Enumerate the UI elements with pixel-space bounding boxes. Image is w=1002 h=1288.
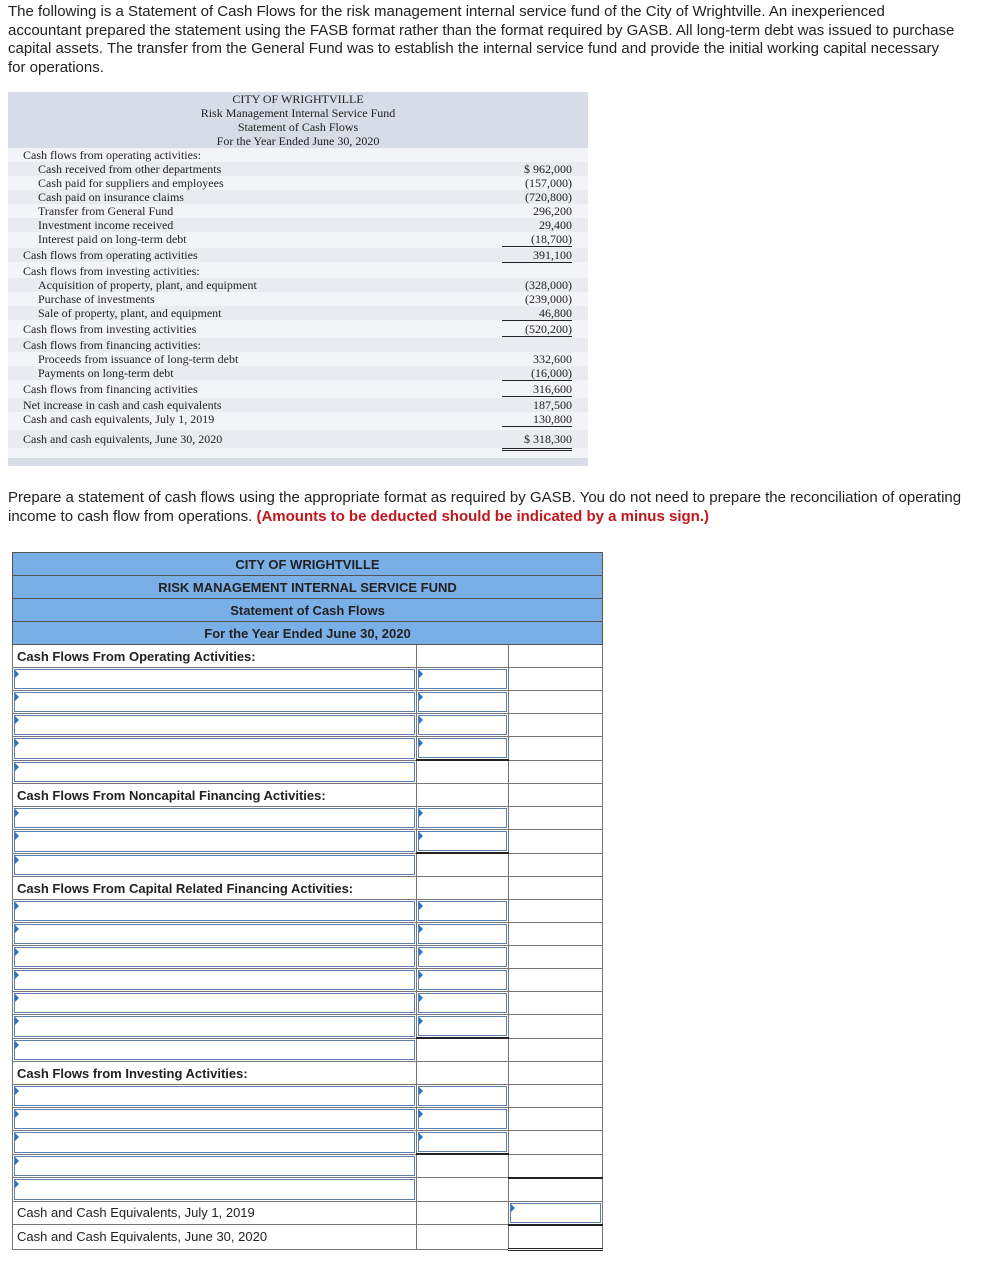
worksheet-period: For the Year Ended June 30, 2020 <box>13 622 603 645</box>
investing-description-input[interactable] <box>14 1132 415 1153</box>
fasb-line-amount: $ 962,000 <box>524 162 572 176</box>
operating-row <box>13 691 603 714</box>
fasb-line-label: Investment income received <box>38 218 174 232</box>
noncapital-description-input[interactable] <box>14 808 415 828</box>
noncapital-row <box>13 807 603 830</box>
cash-end-amount[interactable] <box>509 1225 603 1250</box>
gasb-worksheet-table <box>12 552 603 1251</box>
worksheet-title: CITY OF WRIGHTVILLE <box>13 553 603 576</box>
capital-row <box>13 1015 603 1039</box>
capital-row <box>13 900 603 923</box>
fasb-line-amount: 187,500 <box>533 398 572 412</box>
capital-description-input[interactable] <box>14 924 415 944</box>
fasb-line-amount: 391,100 <box>502 248 572 263</box>
investing-description-input[interactable] <box>14 1109 415 1129</box>
fasb-line-label: Cash flows from operating activities <box>23 248 198 262</box>
fasb-line-amount: (16,000) <box>502 366 572 381</box>
operating-total-row <box>13 760 603 784</box>
fasb-line-label: Cash flows from financing activities: <box>23 338 201 352</box>
investing-row <box>13 1085 603 1108</box>
operating-row <box>13 668 603 691</box>
noncapital-total-label-input[interactable] <box>14 855 415 876</box>
fasb-line-label: Acquisition of property, plant, and equipment <box>38 278 257 292</box>
capital-row <box>13 923 603 946</box>
noncapital-description-input[interactable] <box>14 831 415 852</box>
worksheet-statement-name: Statement of Cash Flows <box>13 599 603 622</box>
capital-description-input[interactable] <box>14 970 415 990</box>
fasb-line-label: Net increase in cash and cash equivalents <box>23 398 222 412</box>
capital-amount-input[interactable] <box>418 993 507 1013</box>
fasb-line-amount: $ 318,300 <box>502 430 572 451</box>
instruction-text <box>8 489 968 526</box>
capital-amount-input[interactable] <box>418 1016 507 1036</box>
net-change-label-input[interactable] <box>14 1179 415 1200</box>
investing-amount-input[interactable] <box>418 1086 507 1106</box>
investing-amount-input[interactable] <box>418 1132 507 1152</box>
cash-end-label: Cash and Cash Equivalents, June 30, 2020 <box>13 1225 417 1250</box>
capital-total-row <box>13 1038 603 1062</box>
operating-description-input[interactable] <box>14 738 415 759</box>
fasb-header-line: For the Year Ended June 30, 2020 <box>216 134 380 148</box>
noncapital-total-row <box>13 853 603 877</box>
fasb-line-label: Cash flows from investing activities <box>23 322 197 336</box>
operating-amount-input[interactable] <box>418 715 507 735</box>
investing-row <box>13 1131 603 1155</box>
operating-row <box>13 737 603 761</box>
operating-amount-input[interactable] <box>418 669 507 689</box>
investing-row <box>13 1108 603 1131</box>
fasb-line-amount: (239,000) <box>525 292 572 306</box>
fasb-line-amount: (157,000) <box>525 176 572 190</box>
fasb-line-label: Cash paid for suppliers and employees <box>38 176 224 190</box>
section-capital-label: Cash Flows From Capital Related Financing Activities: <box>13 877 417 900</box>
operating-amount-input[interactable] <box>418 738 507 758</box>
fasb-line-amount: 130,800 <box>502 412 572 427</box>
instruction-main: Prepare a statement of cash flows using the appropriate format as required by GASB. You do not need to prepare the reconciliation of operating income to cash flow from operations. <box>8 489 962 525</box>
operating-description-input[interactable] <box>14 669 415 689</box>
fasb-statement-image <box>8 92 588 466</box>
fasb-line-label: Cash and cash equivalents, June 30, 2020 <box>23 432 223 446</box>
fasb-line-label: Proceeds from issuance of long-term debt <box>38 352 239 366</box>
capital-description-input[interactable] <box>14 993 415 1013</box>
cash-begin-row <box>13 1201 603 1225</box>
fasb-line-label: Transfer from General Fund <box>38 204 174 218</box>
cash-begin-amount-input[interactable] <box>510 1203 601 1223</box>
noncapital-amount-input[interactable] <box>418 808 507 828</box>
operating-total-label-input[interactable] <box>14 762 415 783</box>
capital-row <box>13 969 603 992</box>
noncapital-row <box>13 830 603 854</box>
noncapital-amount-input[interactable] <box>418 831 507 851</box>
fasb-line-label: Cash received from other departments <box>38 162 222 176</box>
investing-total-row <box>13 1154 603 1178</box>
capital-amount-input[interactable] <box>418 901 507 921</box>
fasb-line-amount: 296,200 <box>533 204 572 218</box>
capital-description-input[interactable] <box>14 901 415 921</box>
fasb-line-amount: 46,800 <box>502 306 572 321</box>
fasb-header-line: Risk Management Internal Service Fund <box>200 106 396 120</box>
fasb-line-label: Cash flows from investing activities: <box>23 264 200 278</box>
fasb-footer-band <box>8 458 588 466</box>
section-operating-label: Cash Flows From Operating Activities: <box>13 645 417 668</box>
section-noncapital-label: Cash Flows From Noncapital Financing Activities: <box>13 784 417 807</box>
operating-description-input[interactable] <box>14 715 415 735</box>
instruction-minus-sign-note: (Amounts to be deducted should be indicated by a minus sign.) <box>256 507 709 525</box>
fasb-line-amount: 29,400 <box>539 218 572 232</box>
cash-end-row <box>13 1225 603 1250</box>
investing-total-label-input[interactable] <box>14 1156 415 1177</box>
capital-total-amount[interactable] <box>509 1038 603 1062</box>
fasb-line-amount: 316,600 <box>502 382 572 397</box>
capital-total-label-input[interactable] <box>14 1040 415 1061</box>
fasb-line-label: Cash flows from financing activities <box>23 382 198 396</box>
fasb-line-label: Purchase of investments <box>38 292 155 306</box>
fasb-line-amount: (18,700) <box>502 232 572 247</box>
fasb-line-amount: (520,200) <box>502 322 572 337</box>
investing-total-amount[interactable] <box>509 1154 603 1178</box>
net-change-amount[interactable] <box>509 1178 603 1202</box>
capital-description-input[interactable] <box>14 947 415 967</box>
capital-amount-input[interactable] <box>418 947 507 967</box>
fasb-line-label: Cash paid on insurance claims <box>38 190 184 204</box>
capital-row <box>13 992 603 1015</box>
capital-row <box>13 946 603 969</box>
operating-total-amount[interactable] <box>509 760 603 784</box>
capital-amount-input[interactable] <box>418 970 507 990</box>
fasb-line-label: Cash and cash equivalents, July 1, 2019 <box>23 412 215 426</box>
investing-description-input[interactable] <box>14 1086 415 1106</box>
cash-begin-label: Cash and Cash Equivalents, July 1, 2019 <box>13 1201 417 1225</box>
fasb-statement-header <box>8 92 588 148</box>
operating-description-input[interactable] <box>14 692 415 712</box>
fasb-line-label: Sale of property, plant, and equipment <box>38 306 222 320</box>
fasb-header-line: Statement of Cash Flows <box>237 120 359 134</box>
worksheet-fund-name: RISK MANAGEMENT INTERNAL SERVICE FUND <box>13 576 603 599</box>
fasb-line-label: Interest paid on long-term debt <box>38 232 187 246</box>
capital-description-input[interactable] <box>14 1016 415 1037</box>
fasb-line-amount: (720,800) <box>525 190 572 204</box>
net-change-row <box>13 1178 603 1202</box>
fasb-line-amount: 332,600 <box>533 352 572 366</box>
operating-amount-input[interactable] <box>418 692 507 712</box>
fasb-line-amount: (328,000) <box>525 278 572 292</box>
investing-amount-input[interactable] <box>418 1109 507 1129</box>
problem-intro-text: The following is a Statement of Cash Flows for the risk management internal service fund of the City of Wrightville. An inexperienced accountant prepared the statement using the FASB format rather than the format required by GASB. All long-term debt was issued to purchase capital assets. The transfer from the General Fund was to establish the internal service fund and provide the initial working capital necessary for operations. <box>8 3 955 76</box>
capital-amount-input[interactable] <box>418 924 507 944</box>
fasb-line-label: Payments on long-term debt <box>38 366 174 380</box>
fasb-line-label: Cash flows from operating activities: <box>23 148 201 162</box>
section-investing-label: Cash Flows from Investing Activities: <box>13 1062 417 1085</box>
fasb-header-line: CITY OF WRIGHTVILLE <box>232 92 364 106</box>
operating-row <box>13 714 603 737</box>
noncapital-total-amount[interactable] <box>509 853 603 877</box>
